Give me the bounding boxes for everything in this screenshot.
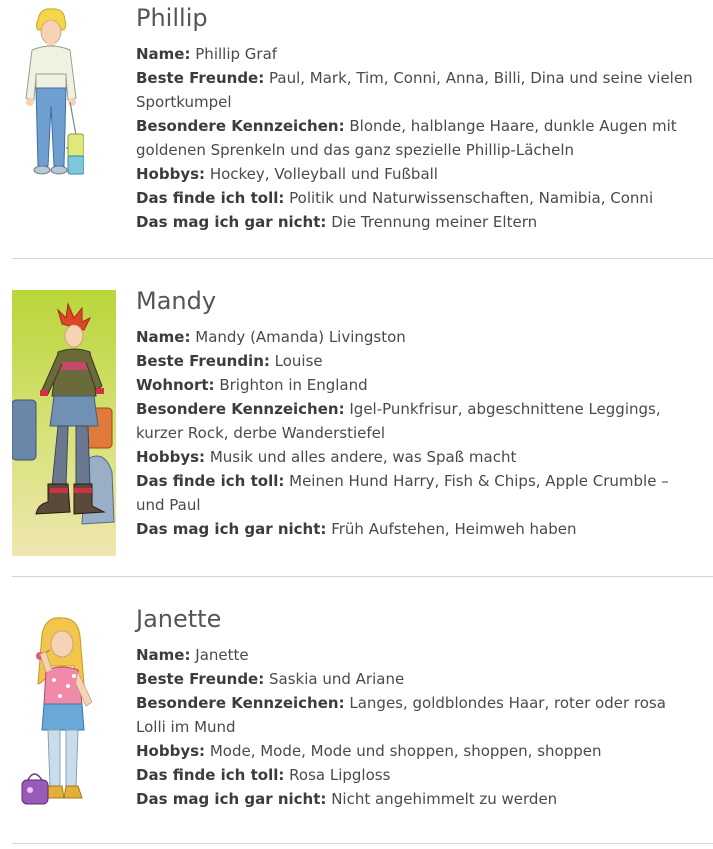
row-label: Das finde ich toll: [136,472,285,490]
row-value: Brighton in England [219,376,368,394]
row-value: Musik und alles andere, was Spaß macht [209,448,517,466]
info-row-dislikes [136,517,696,541]
info-row-name [136,42,696,66]
info-row-name [136,643,696,667]
character-info-janette [136,604,696,811]
row-value: Nicht angehimmelt zu werden [331,790,558,808]
info-row-name [136,325,696,349]
info-row-features [136,691,696,739]
row-label: Beste Freundin: [136,352,270,370]
row-label: Name: [136,328,191,346]
row-label: Hobbys: [136,165,206,183]
info-row-hobbies [136,739,696,763]
row-label: Das mag ich gar nicht: [136,213,327,231]
row-label: Das finde ich toll: [136,189,285,207]
row-label: Das finde ich toll: [136,766,285,784]
row-label: Besondere Kennzeichen: [136,694,345,712]
character-info-mandy [136,286,696,541]
info-row-likes [136,469,696,517]
row-value: Mode, Mode, Mode und shoppen, shoppen, shoppen [209,742,602,760]
row-value: Langes, goldblondes Haar, roter oder rosa Lolli im Mund [136,694,666,736]
info-row-hobbies [136,162,696,186]
row-label: Das mag ich gar nicht: [136,520,327,538]
character-name: Mandy [136,287,217,315]
row-label: Beste Freunde: [136,670,265,688]
info-row-dislikes [136,210,696,234]
mandy-illustration [12,290,116,556]
info-row-features [136,114,696,162]
row-value: Blonde, halblange Haare, dunkle Augen mit goldenen Sprenkeln und das ganz spezielle Phillip-Lächeln [136,117,677,159]
row-value: Paul, Mark, Tim, Conni, Anna, Billi, Dina und seine vielen Sportkumpel [136,69,693,111]
row-label: Hobbys: [136,448,206,466]
info-row-dislikes [136,787,696,811]
row-value: Louise [274,352,323,370]
info-row-friend [136,349,696,373]
row-label: Hobbys: [136,742,206,760]
phillip-illustration [18,6,84,182]
info-row-likes [136,763,696,787]
section-divider [12,843,713,844]
info-row-friends [136,667,696,691]
row-value: Phillip Graf [195,45,278,63]
row-value: Meinen Hund Harry, Fish & Chips, Apple Crumble – und Paul [136,472,669,514]
row-label: Besondere Kennzeichen: [136,117,345,135]
row-label: Name: [136,45,191,63]
character-name: Janette [136,605,222,633]
row-value: Janette [195,646,249,664]
info-row-hobbies [136,445,696,469]
section-divider [12,576,713,577]
info-row-likes [136,186,696,210]
section-divider [12,258,713,259]
info-row-features [136,397,696,445]
row-label: Das mag ich gar nicht: [136,790,327,808]
row-value: Saskia und Ariane [269,670,405,688]
row-value: Früh Aufstehen, Heimweh haben [331,520,577,538]
row-label: Besondere Kennzeichen: [136,400,345,418]
row-label: Wohnort: [136,376,215,394]
row-label: Beste Freunde: [136,69,265,87]
janette-illustration [20,614,104,814]
info-row-residence [136,373,696,397]
row-value: Mandy (Amanda) Livingston [195,328,406,346]
character-info-phillip [136,3,696,234]
row-value: Hockey, Volleyball und Fußball [209,165,438,183]
row-value: Rosa Lipgloss [289,766,391,784]
info-row-friends [136,66,696,114]
row-value: Die Trennung meiner Eltern [331,213,538,231]
character-name: Phillip [136,4,208,32]
row-value: Politik und Naturwissenschaften, Namibia, Conni [289,189,654,207]
row-label: Name: [136,646,191,664]
row-value: Igel-Punkfrisur, abgeschnittene Leggings, kurzer Rock, derbe Wanderstiefel [136,400,661,442]
